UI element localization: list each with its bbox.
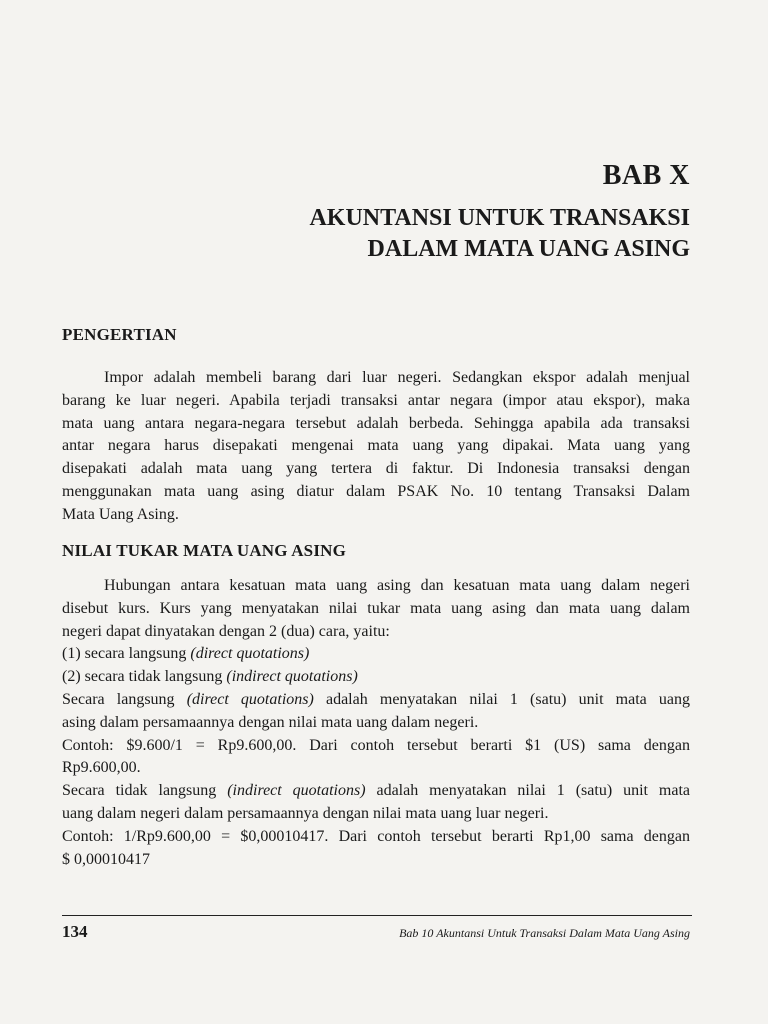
definition-text: Secara langsung bbox=[62, 690, 187, 708]
paragraph-line: disebut kurs. Kurs yang menyatakan nilai tukar mata uang asing dan mata uang dalam bbox=[62, 599, 690, 617]
section-heading-pengertian: PENGERTIAN bbox=[62, 325, 177, 344]
example-2-line-2: $ 0,00010417 bbox=[62, 850, 150, 868]
definition-indirect-line-2: uang dalam negeri dalam persamaannya dengan nilai mata uang luar negeri. bbox=[62, 804, 549, 822]
definition-indirect-line-1 bbox=[62, 780, 690, 803]
definition-text: adalah menyatakan nilai 1 (satu) unit mata uang bbox=[313, 690, 691, 708]
page-number: 134 bbox=[62, 922, 88, 941]
chapter-title bbox=[130, 203, 690, 265]
section-heading-nilai-tukar: NILAI TUKAR MATA UANG ASING bbox=[62, 541, 347, 560]
running-head: Bab 10 Akuntansi Untuk Transaksi Dalam Mata Uang Asing bbox=[399, 926, 690, 940]
paragraph-pengertian bbox=[62, 367, 690, 527]
term-direct-quotations: (direct quotations) bbox=[190, 645, 310, 663]
chapter-title-line-2: DALAM MATA UANG ASING bbox=[367, 236, 690, 262]
definition-direct-line-1 bbox=[62, 689, 690, 712]
example-2-line-1: Contoh: 1/Rp9.600,00 = $0,00010417. Dari contoh tersebut berarti Rp1,00 sama dengan bbox=[62, 827, 690, 845]
paragraph-line: menggunakan mata uang asing diatur dalam PSAK No. 10 tentang Transaksi Dalam bbox=[62, 482, 690, 500]
list-item-text: (2) secara tidak langsung bbox=[62, 668, 227, 686]
paragraph-line: barang ke luar negeri. Apabila terjadi transaksi antar negara (impor atau ekspor), maka bbox=[62, 391, 690, 409]
paragraph-line: Impor adalah membeli barang dari luar negeri. Sedangkan ekspor adalah menjual bbox=[104, 369, 690, 386]
term-indirect-quotations: (indirect quotations) bbox=[227, 782, 366, 800]
paragraph-line: negeri dapat dinyatakan dengan 2 (dua) cara, yaitu: bbox=[62, 622, 390, 640]
example-1-line-1: Contoh: $9.600/1 = Rp9.600,00. Dari contoh tersebut berarti $1 (US) sama dengan bbox=[62, 736, 690, 754]
footer-divider bbox=[62, 915, 692, 916]
list-item-indirect bbox=[62, 666, 690, 689]
definition-text: adalah menyatakan nilai 1 (satu) unit mata bbox=[365, 782, 690, 800]
list-item-text: (1) secara langsung bbox=[62, 645, 191, 663]
paragraph-nilai-tukar bbox=[62, 575, 690, 871]
paragraph-line: Mata Uang Asing. bbox=[62, 505, 179, 523]
paragraph-line: antar negara harus disepakati mengenai mata uang yang dipakai. Mata uang yang bbox=[62, 437, 690, 455]
paragraph-line: disepakati adalah mata uang yang tertera di faktur. Di Indonesia transaksi dengan bbox=[62, 460, 690, 478]
definition-direct-line-2: asing dalam persamaannya dengan nilai mata uang dalam negeri. bbox=[62, 713, 479, 731]
chapter-title-line-1: AKUNTANSI UNTUK TRANSAKSI bbox=[309, 205, 690, 231]
definition-text: Secara tidak langsung bbox=[62, 782, 228, 800]
chapter-number: BAB X bbox=[602, 160, 690, 191]
paragraph-line: Hubungan antara kesatuan mata uang asing dan kesatuan mata uang dalam negeri bbox=[104, 577, 690, 594]
term-indirect-quotations: (indirect quotations) bbox=[226, 668, 358, 686]
term-direct-quotations: (direct quotations) bbox=[186, 690, 314, 708]
paragraph-line: mata uang antara negara-negara tersebut adalah berbeda. Sehingga apabila ada transaksi bbox=[62, 414, 690, 432]
list-item-direct bbox=[62, 643, 690, 666]
example-1-line-2: Rp9.600,00. bbox=[62, 759, 141, 777]
